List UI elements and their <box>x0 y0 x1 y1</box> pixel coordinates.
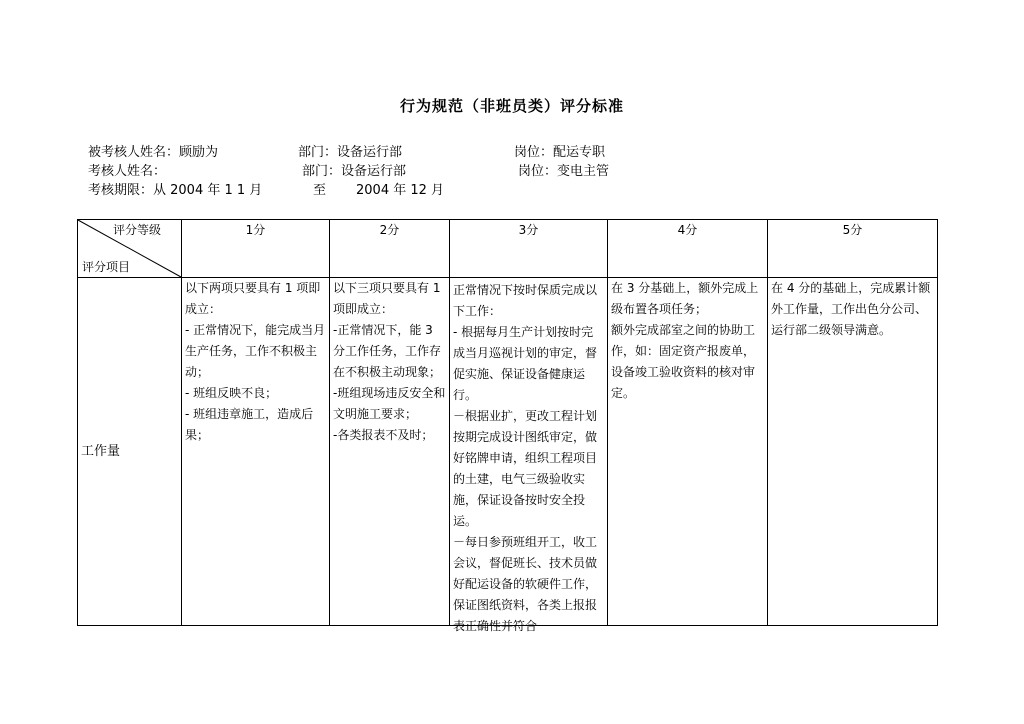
criteria-line: -各类报表不及时； <box>333 428 434 442</box>
header-score-2: 2分 <box>330 220 450 278</box>
criteria-line: 以下两项只要具有 1 项即成立： <box>185 281 321 316</box>
assessor-dept: 部门：设备运行部 <box>302 164 407 179</box>
header-score-3: 3分 <box>450 220 608 278</box>
header-row <box>78 220 938 278</box>
period-end: 2004 年 12 月 <box>356 183 445 198</box>
criteria-line: 正常情况下按时保质完成以下工作： <box>453 283 598 318</box>
score-5-criteria <box>768 278 938 626</box>
criteria-line: －根据业扩，更改工程计划按期完成设计图纸审定，做好铭牌申请，组织工程项目的土建，电气三级验收实施，保证设备按时安全投运。 <box>453 409 598 528</box>
criteria-line: - 班组违章施工，造成后果； <box>185 407 314 442</box>
scoring-table <box>77 219 938 633</box>
corner-top-label: 评分等级 <box>112 223 161 237</box>
criteria-line: -班组现场违反安全和文明施工要求； <box>333 386 446 421</box>
criteria-line: 额外完成部室之间的协助工作，如：固定资产报废单，设备竣工验收资料的核对审定。 <box>611 323 756 400</box>
document-title: 行为规范（非班员类）评分标准 <box>399 97 624 115</box>
criteria-line: 在 3 分基础上，额外完成上级布置各项任务； <box>611 281 759 316</box>
assessee-dept: 部门：设备运行部 <box>298 145 403 160</box>
header-score-4: 4分 <box>608 220 768 278</box>
criteria-line: -正常情况下，能 3 分工作任务，工作存在不积极主动现象； <box>333 323 442 379</box>
criteria-line: - 正常情况下，能完成当月生产任务，工作不积极主动； <box>185 323 326 379</box>
criteria-line: 以下三项只要具有 1项即成立： <box>333 281 441 316</box>
score-4-criteria <box>608 278 768 626</box>
score-2-criteria <box>330 278 450 626</box>
row-label-workload: 工作量 <box>78 278 182 626</box>
criteria-line: - 根据每月生产计划按时完成当月巡视计划的审定，督促实施、保证设备健康运行。 <box>453 325 598 402</box>
workload-row <box>78 278 938 626</box>
header-score-5: 5分 <box>768 220 938 278</box>
corner-bottom-label: 评分项目 <box>82 260 131 274</box>
corner-cell <box>78 220 182 278</box>
criteria-line: 在 4 分的基础上，完成累计额外工作量，工作出色分公司、运行部二级领导满意。 <box>771 281 931 337</box>
assessor-name: 考核人姓名： <box>88 164 167 179</box>
criteria-line: - 班组反映不良； <box>185 386 278 400</box>
period-start: 考核期限：从 2004 年 1 1 月 <box>88 183 263 198</box>
assessee-name: 被考核人姓名：顾励为 <box>88 145 219 160</box>
score-3-criteria <box>450 278 608 633</box>
criteria-line: －每日参预班组开工，收工会议，督促班长、技术员做好配运设备的软硬件工作，保证图纸资料，各类上报报表正确性并符合 <box>453 535 598 633</box>
assessor-post: 岗位：变电主管 <box>518 164 610 179</box>
score-1-criteria <box>182 278 330 626</box>
period-to: 至 <box>313 183 327 198</box>
assessee-post: 岗位：配运专职 <box>514 145 606 160</box>
header-score-1: 1分 <box>182 220 330 278</box>
